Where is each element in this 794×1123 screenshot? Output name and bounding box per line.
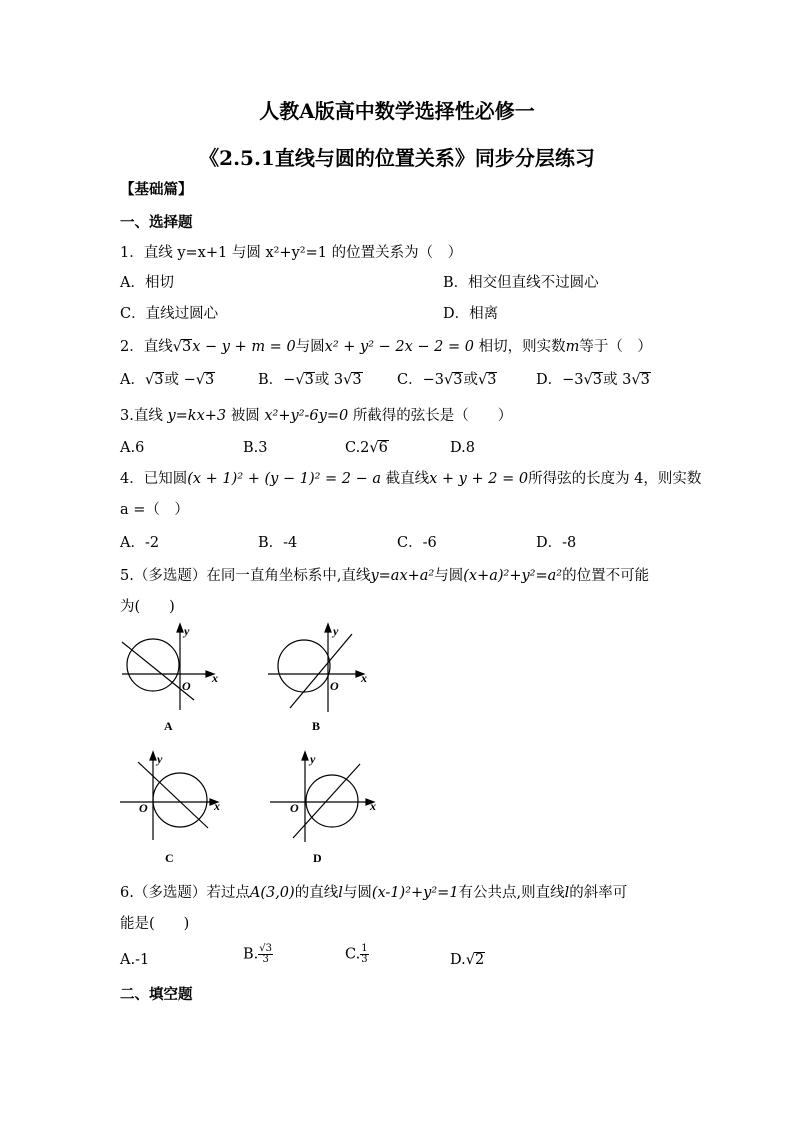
- q5-stem-2: 为( ): [120, 599, 175, 615]
- q4-option-a: A．-2: [120, 535, 160, 551]
- numerator: √3: [259, 943, 272, 954]
- option-or: 或 3: [603, 372, 632, 388]
- line: [138, 762, 208, 828]
- figure-d: [270, 752, 374, 842]
- fig-b-y-label: y: [333, 624, 339, 638]
- q3-circle-expr: x²+y²-6y=0: [264, 408, 349, 424]
- option-or: 或: [463, 372, 478, 388]
- q2-option-c: C．−3√3或√3: [397, 372, 497, 388]
- sqrt-value: 3: [592, 372, 602, 388]
- q1-stem: 1．直线 y=x+1 与圆 x²+y²=1 的位置关系为（ ）: [120, 245, 463, 261]
- q4-circle-expr: (x + 1)² + (y − 1)² = 2 − a: [187, 471, 382, 487]
- q5-circle-expr: (x+a)²+y²=a²: [463, 568, 563, 584]
- q6-line-var: l: [338, 885, 343, 901]
- q3-option-c: C.2√6: [345, 440, 388, 456]
- q2-tail: 相切，则实数: [478, 339, 566, 355]
- denominator: 3: [262, 954, 269, 965]
- figure-b: [268, 624, 364, 712]
- sqrt-value: 2: [474, 952, 485, 968]
- fig-d-caption: D: [313, 851, 322, 865]
- q4-option-d: D．-8: [536, 535, 577, 551]
- q4-tail: 所得弦的长度为 4，则实数: [528, 471, 702, 487]
- q6-line-var-2: l: [564, 885, 570, 901]
- part-heading-choice: 一、选择题: [120, 214, 193, 231]
- q2-sqrt: 3: [181, 339, 192, 355]
- q2-line-expr: x − y + m = 0: [192, 339, 296, 355]
- section-heading: 【基础篇】: [120, 181, 193, 198]
- q5-mid: 与圆: [434, 568, 464, 584]
- fraction: [258, 944, 273, 965]
- q4-option-b: B．-4: [258, 535, 298, 551]
- sqrt-symbol: √: [172, 339, 182, 355]
- option-label: D．−3: [536, 372, 584, 388]
- fig-c-y-label: y: [157, 752, 163, 766]
- sqrt-value: 3: [487, 372, 497, 388]
- q6-point: A(3,0): [249, 885, 295, 901]
- option-label: C．−3: [397, 372, 444, 388]
- q2-option-d: D．−3√3或 3√3: [536, 372, 650, 388]
- q4-pre: 4．已知圆: [120, 471, 188, 487]
- fig-c-caption: C: [165, 851, 174, 865]
- q6-stem-2: 能是( ): [120, 916, 190, 932]
- sqrt-value: 3: [453, 372, 463, 388]
- denominator: 3: [361, 954, 368, 965]
- y-axis-arrow-icon: [302, 752, 308, 760]
- y-axis-arrow-icon: [325, 624, 331, 632]
- q2-mid: 与圆: [295, 339, 325, 355]
- fig-c-origin-label: O: [139, 801, 148, 815]
- y-axis-arrow-icon: [150, 752, 156, 760]
- q1-option-d: D．相离: [443, 306, 499, 322]
- q6-option-c: [345, 944, 369, 965]
- q5-pre: 5.（多选题）在同一直角坐标系中,直线: [120, 568, 371, 584]
- numerator: 1: [361, 943, 368, 954]
- sqrt-value: 6: [378, 440, 388, 456]
- fig-a-x-label: x: [212, 671, 218, 685]
- circle: [306, 775, 358, 827]
- fraction: [360, 944, 368, 965]
- option-label: B．−: [258, 372, 296, 388]
- q6-mid: 的直线: [294, 885, 339, 901]
- circle: [127, 639, 179, 691]
- q4-mid: 截直线: [385, 471, 430, 487]
- q4-line-expr: x + y + 2 = 0: [429, 471, 529, 487]
- q6-end: 的斜率可: [569, 885, 628, 901]
- sqrt-value: 3: [154, 372, 164, 388]
- option-or: 或 3: [314, 372, 344, 388]
- q2-circle-expr: x² + y² − 2x − 2 = 0: [324, 339, 474, 355]
- q2-option-b: B．−√3或 3√3: [258, 372, 362, 388]
- option-label: A．: [120, 372, 145, 388]
- fig-d-y-label: y: [310, 752, 316, 766]
- option-label: B.: [243, 946, 259, 963]
- q6-circle-expr: (x-1)²+y²=1: [371, 885, 459, 901]
- q6-tail: 有公共点,则直线: [458, 885, 565, 901]
- q2-end: 等于（ ）: [579, 339, 652, 355]
- figure-c: [120, 752, 218, 840]
- y-axis-arrow-icon: [177, 624, 183, 632]
- option-or: 或 −: [164, 372, 196, 388]
- circle: [278, 640, 330, 692]
- q5-line-expr: y=ax+a²: [370, 568, 435, 584]
- q2-var: m: [565, 339, 580, 355]
- q3-option-a: A.6: [120, 440, 145, 456]
- q6-option-a: A.-1: [120, 952, 150, 968]
- q1-option-a: A．相切: [120, 275, 174, 291]
- fig-a-caption: A: [164, 719, 173, 733]
- q4-stem-2: a =（ ）: [120, 502, 189, 518]
- q6-stem: [120, 883, 627, 903]
- doc-title-1: 人教A版高中数学选择性必修一: [259, 99, 535, 123]
- q2-option-a: A．√3或 −√3: [120, 372, 215, 388]
- q6-option-b: [243, 944, 273, 965]
- line: [290, 634, 352, 708]
- q3-option-b: B.3: [243, 440, 268, 456]
- q6-option-d: D.√2: [450, 952, 485, 968]
- q2-num: 2．直线: [120, 339, 173, 355]
- fig-b-origin-label: O: [330, 679, 339, 693]
- fig-b-x-label: x: [361, 671, 367, 685]
- option-label: C.2: [345, 440, 370, 456]
- q3-line-expr: y=kx+3: [167, 408, 227, 424]
- sqrt-value: 3: [352, 372, 362, 388]
- sqrt-value: 3: [204, 372, 215, 388]
- fig-b-caption: B: [312, 719, 321, 733]
- fig-d-origin-label: O: [290, 801, 299, 815]
- q5-tail: 的位置不可能: [562, 568, 650, 584]
- q3-mid: 被圆: [230, 408, 260, 424]
- doc-title-2: 《2.5.1直线与圆的位置关系》同步分层练习: [199, 146, 595, 170]
- q4-option-c: C．-6: [397, 535, 437, 551]
- fig-a-origin-label: O: [182, 679, 191, 693]
- q3-option-d: D.8: [450, 440, 475, 456]
- fig-d-x-label: x: [370, 799, 376, 813]
- figure-a: [122, 624, 214, 710]
- q3-tail: 所截得的弦长是（ ）: [352, 408, 513, 424]
- q6-pre: 6.（多选题）若过点: [120, 885, 250, 901]
- q3-pre: 3.直线: [120, 408, 163, 424]
- option-label: C.: [345, 946, 361, 963]
- q1-option-c: C．直线过圆心: [120, 306, 219, 322]
- q1-option-b: B．相交但直线不过圆心: [443, 275, 599, 291]
- fig-c-x-label: x: [214, 799, 220, 813]
- sqrt-value: 3: [304, 372, 314, 388]
- option-label: D.: [450, 952, 466, 968]
- sqrt-value: 3: [640, 372, 650, 388]
- part-heading-fill: 二、填空题: [120, 986, 193, 1003]
- fig-a-y-label: y: [184, 624, 190, 638]
- q6-mid2: 与圆: [342, 885, 372, 901]
